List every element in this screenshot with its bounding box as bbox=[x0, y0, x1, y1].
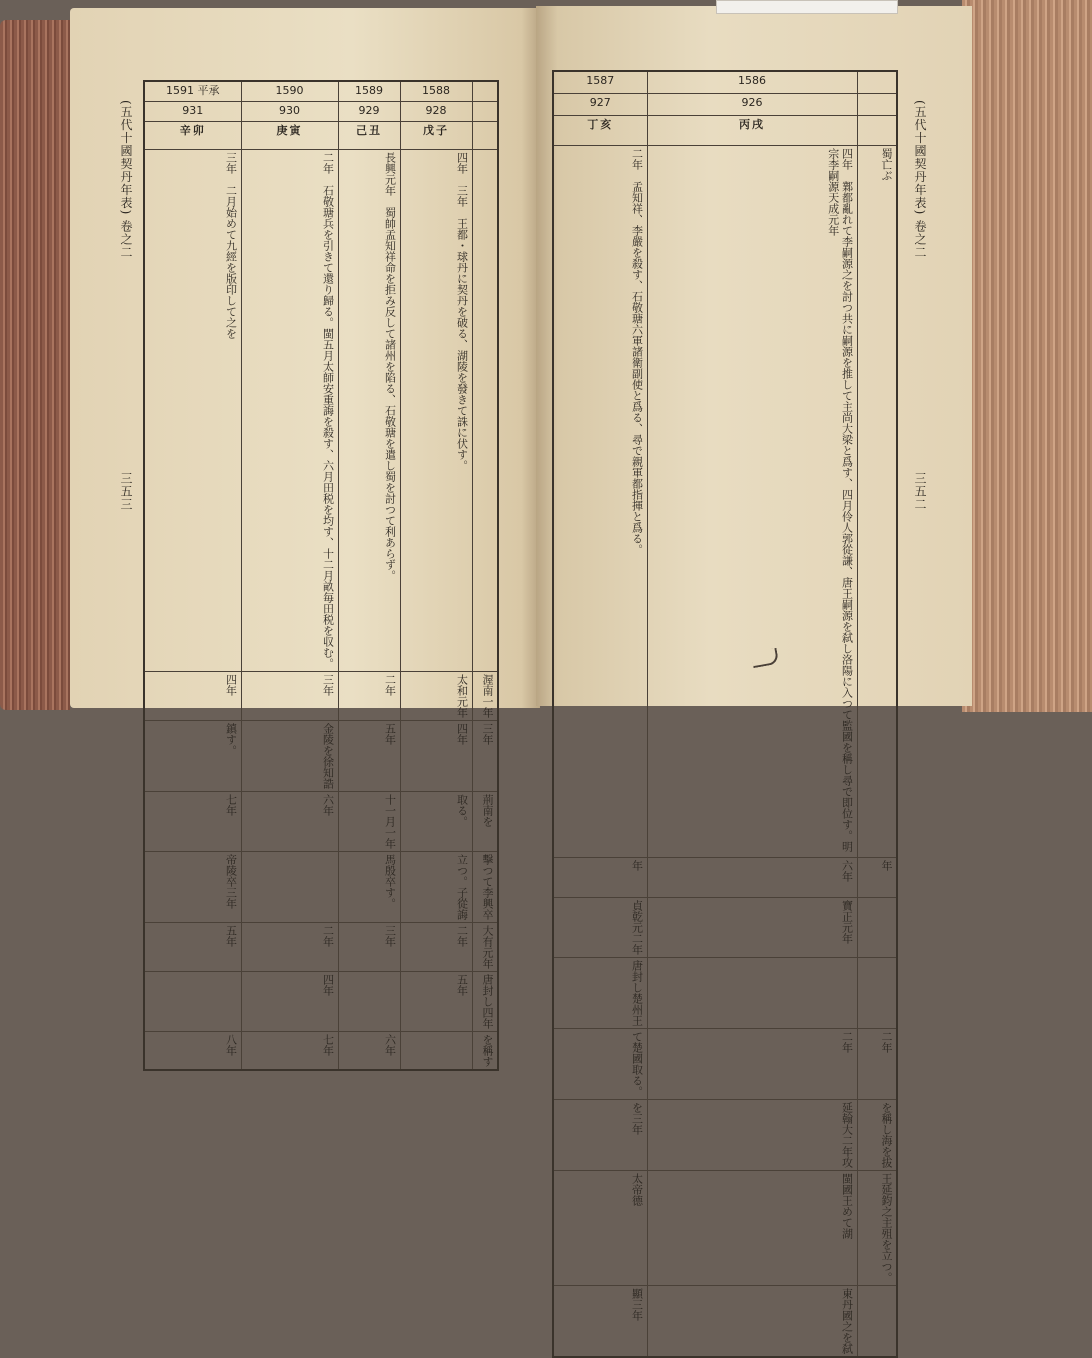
main-entry: 四年 鄴都亂れて李嗣源之を討つ共に嗣源を推して主尚大梁と爲す、四月伶人郭從謙、唐王嗣源を弑し洛陽に入つて監國を稱し尋で即位す。明宗李嗣源天成元年 bbox=[647, 145, 857, 857]
state-cell: 五年 bbox=[400, 971, 472, 1031]
era-year: 927 bbox=[553, 93, 647, 115]
cyclical-year: 丙戌 bbox=[647, 115, 857, 145]
state-cell: 二年 bbox=[647, 1028, 857, 1099]
folio-right: 三五二 bbox=[912, 472, 929, 511]
state-cell: 唐封し楚州王 bbox=[553, 957, 647, 1028]
paper-tab bbox=[716, 0, 898, 14]
state-cell bbox=[553, 1285, 647, 1357]
state-cell: 荊南を bbox=[472, 791, 498, 851]
ad-year: 1587 bbox=[553, 71, 647, 93]
era-year: 928 bbox=[400, 101, 472, 121]
state-cell: 大有元年 bbox=[472, 922, 498, 971]
era-year: 926 bbox=[647, 93, 857, 115]
state-cell: 閩國王めて湖 bbox=[647, 1170, 857, 1285]
state-cell: 渥南一年 bbox=[472, 671, 498, 720]
cyclical-year: 庚寅 bbox=[241, 121, 338, 149]
state-cell: 七年 bbox=[144, 791, 241, 851]
main-entry: 二年 孟知祥、李嚴を殺す、石敬瑭六軍諸衛副使と爲る、尋で親軍都指揮と爲る。 bbox=[553, 145, 647, 857]
era-year: 929 bbox=[338, 101, 400, 121]
side-head bbox=[472, 81, 498, 101]
state-cell: 鎮す。 bbox=[144, 720, 241, 791]
state-cell: 八年 bbox=[144, 1031, 241, 1070]
state-cell: 年 bbox=[857, 857, 897, 897]
chronology-table-right bbox=[552, 70, 898, 1358]
state-cell: 唐封し四年 bbox=[472, 971, 498, 1031]
cyclical-year: 戊子 bbox=[400, 121, 472, 149]
state-cell bbox=[338, 971, 400, 1031]
cyclical-year: 丁亥 bbox=[553, 115, 647, 145]
state-cell: 六年 bbox=[241, 791, 338, 851]
state-cell bbox=[144, 971, 241, 1031]
ad-year: 1591 平承 bbox=[144, 81, 241, 101]
state-cell: 寶正元年 bbox=[647, 897, 857, 957]
ad-year: 1590 bbox=[241, 81, 338, 101]
state-cell: 取る。 bbox=[400, 791, 472, 851]
ad-year: 1589 bbox=[338, 81, 400, 101]
state-cell: 四年 bbox=[241, 971, 338, 1031]
state-cell: 太帝德 bbox=[553, 1170, 647, 1285]
state-cell: 七年 bbox=[241, 1031, 338, 1070]
era-year: 930 bbox=[241, 101, 338, 121]
state-cell bbox=[857, 957, 897, 1028]
state-cell bbox=[857, 897, 897, 957]
state-cell: 立つ。子從誨 bbox=[400, 851, 472, 922]
state-cell: 蜀亡ぶ bbox=[857, 145, 897, 857]
book-edge-right bbox=[962, 0, 1092, 712]
folio-left: 三五三 bbox=[118, 472, 135, 511]
state-cell: 二年 bbox=[338, 671, 400, 720]
state-cell: 帝陵卒三年 bbox=[144, 851, 241, 922]
main-entry: 二年 石敬瑭兵を引きて還り歸る。閩五月太師安重誨を殺す、六月田税を均す、十二月畝毎田税を収む。 bbox=[241, 149, 338, 671]
state-cell: 五年 bbox=[338, 720, 400, 791]
state-cell: て楚國取る。 bbox=[553, 1028, 647, 1099]
state-cell: 金陵を徐知誥 bbox=[241, 720, 338, 791]
running-head-right: (五代十國契丹年表) 卷之二 bbox=[912, 100, 929, 259]
state-cell: 六年 bbox=[338, 1031, 400, 1070]
state-cell: を稱し海を拔 bbox=[857, 1099, 897, 1170]
book-edge-left bbox=[0, 20, 70, 710]
state-cell: 貞乾元二年 bbox=[553, 897, 647, 957]
state-cell: 二年 bbox=[241, 922, 338, 971]
state-cell bbox=[400, 1031, 472, 1070]
state-cell: 二年 bbox=[400, 922, 472, 971]
state-cell: を三年 bbox=[553, 1099, 647, 1170]
state-cell bbox=[647, 957, 857, 1028]
state-cell: 王延鈞之主殂を立つ。 bbox=[857, 1170, 897, 1285]
chronology-table-left bbox=[143, 80, 499, 1071]
state-cell: 六年 bbox=[647, 857, 857, 897]
cyclical-year: 己丑 bbox=[338, 121, 400, 149]
main-entry: 三年 二月始めて九經を版印して之を bbox=[144, 149, 241, 671]
cyclical-year: 辛卯 bbox=[144, 121, 241, 149]
state-cell: 四年 bbox=[144, 671, 241, 720]
state-cell: 馬殷卒す。 bbox=[338, 851, 400, 922]
state-cell: を稱す bbox=[472, 1031, 498, 1070]
state-cell: 三年 bbox=[338, 922, 400, 971]
state-cell bbox=[241, 851, 338, 922]
state-cell: 太和元年 bbox=[400, 671, 472, 720]
ad-year: 1588 bbox=[400, 81, 472, 101]
state-cell bbox=[647, 1285, 857, 1357]
main-entry: 四年 三年 王都・球丹に契丹を破る、湖陵を發きて誅に伏す。 bbox=[400, 149, 472, 671]
era-year: 931 bbox=[144, 101, 241, 121]
state-cell: 延翰大二年攻 bbox=[647, 1099, 857, 1170]
state-cell: 三年 bbox=[241, 671, 338, 720]
state-cell: 五年 bbox=[144, 922, 241, 971]
main-entry: 長興元年 蜀帥孟知祥命を拒み反して諸州を陷る、石敬瑭を遣し蜀を討つて利あらず。 bbox=[338, 149, 400, 671]
state-cell: 二年 bbox=[857, 1028, 897, 1099]
state-cell: 四年 bbox=[400, 720, 472, 791]
state-cell: 年 bbox=[553, 857, 647, 897]
ad-year: 1586 bbox=[647, 71, 857, 93]
state-cell: 十一月一年 bbox=[338, 791, 400, 851]
state-cell: 三年 bbox=[472, 720, 498, 791]
running-head-left: (五代十國契丹年表) 卷之二 bbox=[118, 100, 135, 259]
state-cell: 擊つて李興卒 bbox=[472, 851, 498, 922]
